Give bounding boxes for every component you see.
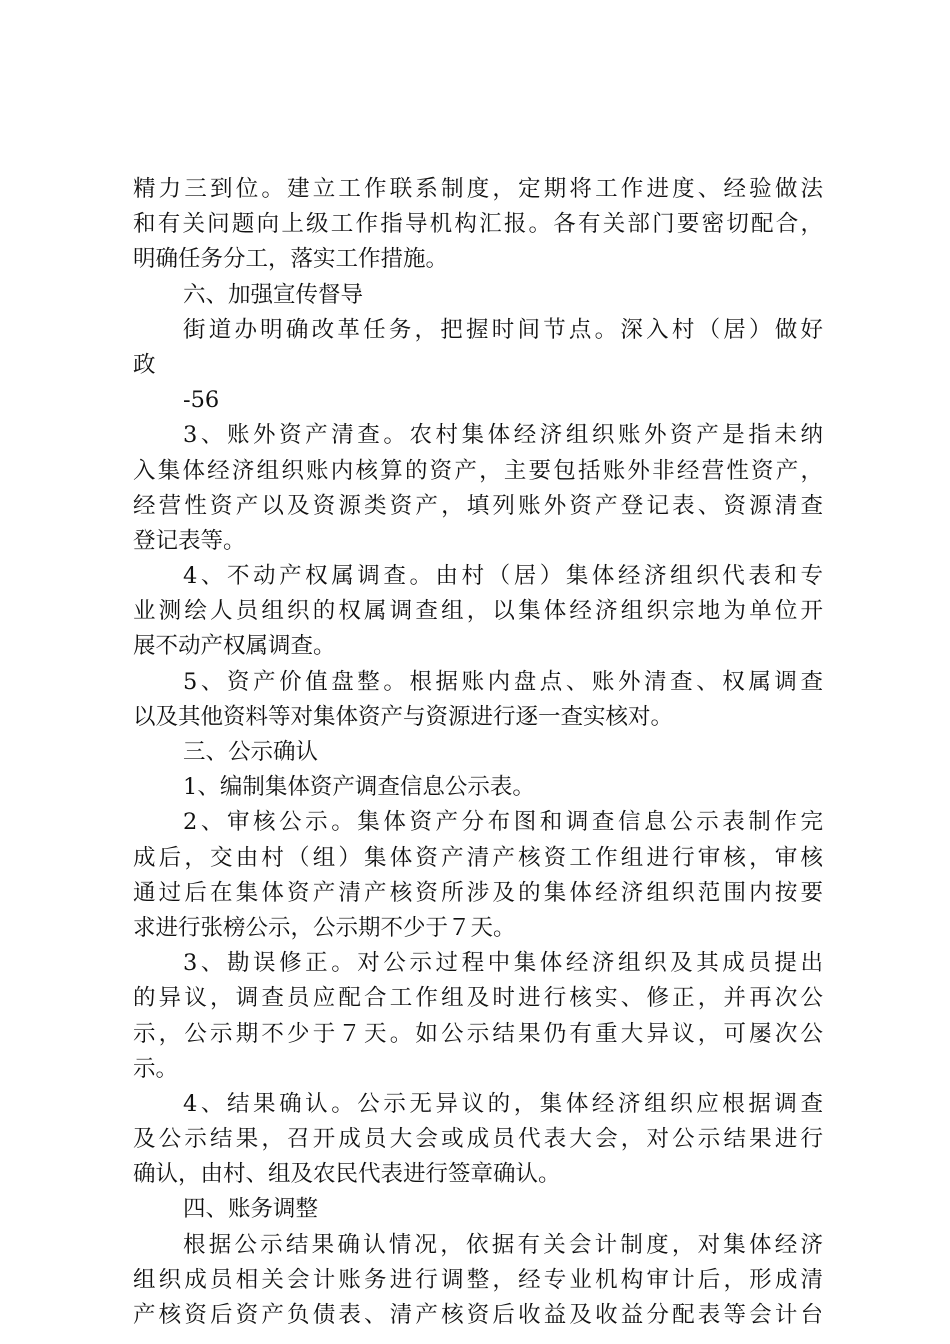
text-line: 明确任务分工，落实工作措施。 [133, 246, 449, 273]
text-line: 的异议，调查员应配合工作组及时进行核实、修正，并再次公 [133, 985, 823, 1012]
text-line: 展不动产权属调查。 [133, 633, 336, 660]
text-line: 通过后在集体资产清产核资所涉及的集体经济组织范围内按要 [133, 879, 823, 906]
text-line: 求进行张榜公示，公示期不少于７天。 [133, 914, 516, 941]
text-line: 入集体经济组织账内核算的资产，主要包括账外非经营性资产， [133, 457, 823, 484]
text-line: 六、加强宣传督导 [183, 281, 364, 308]
text-line: 1、编制集体资产调查信息公示表。 [183, 774, 535, 801]
text-line: 根据公示结果确认情况，依据有关会计制度，对集体经济 [183, 1231, 823, 1258]
text-line: 四、账务调整 [183, 1196, 319, 1223]
text-line: 示。 [133, 1055, 179, 1082]
text-line: -56 [183, 387, 220, 414]
text-line: 以及其他资料等对集体资产与资源进行逐一查实核对。 [133, 703, 674, 730]
text-line: 2、审核公示。集体资产分布图和调查信息公示表制作完 [183, 809, 823, 836]
text-line: 5、资产价值盘整。根据账内盘点、账外清查、权属调查 [183, 668, 823, 695]
text-line: 及公示结果，召开成员大会或成员代表大会，对公示结果进行 [133, 1126, 823, 1153]
text-line: 经营性资产以及资源类资产，填列账外资产登记表、资源清查 [133, 492, 823, 519]
text-line: 确认，由村、组及农民代表进行签章确认。 [133, 1161, 561, 1188]
text-line: 精力三到位。建立工作联系制度，定期将工作进度、经验做法 [133, 176, 823, 202]
text-line: 三、公示确认 [183, 739, 319, 765]
text-line: 3、勘误修正。对公示过程中集体经济组织及其成员提出 [183, 950, 823, 977]
text-line: 业测绘人员组织的权属调查组，以集体经济组织宗地为单位开 [133, 598, 823, 625]
text-line: 示，公示期不少于７天。如公示结果仍有重大异议，可屡次公 [133, 1020, 823, 1047]
text-line: 组织成员相关会计账务进行调整，经专业机构审计后，形成清 [133, 1266, 823, 1293]
text-line: 和有关问题向上级工作指导机构汇报。各有关部门要密切配合， [133, 211, 823, 238]
document-body [133, 172, 823, 1333]
text-line: 街道办明确改革任务，把握时间节点。深入村（居）做好 [183, 316, 823, 343]
text-line: 4、不动产权属调查。由村（居）集体经济组织代表和专 [183, 563, 823, 590]
text-line: 登记表等。 [133, 527, 246, 554]
text-line: 4、结果确认。公示无异议的，集体经济组织应根据调查 [183, 1090, 823, 1117]
text-line: 产核资后资产负债表、清产核资后收益及收益分配表等会计台 [133, 1302, 823, 1328]
text-line: 政 [133, 351, 156, 378]
text-line: 3、账外资产清查。农村集体经济组织账外资产是指未纳 [183, 422, 823, 449]
text-line: 成后，交由村（组）集体资产清产核资工作组进行审核，审核 [133, 844, 823, 871]
